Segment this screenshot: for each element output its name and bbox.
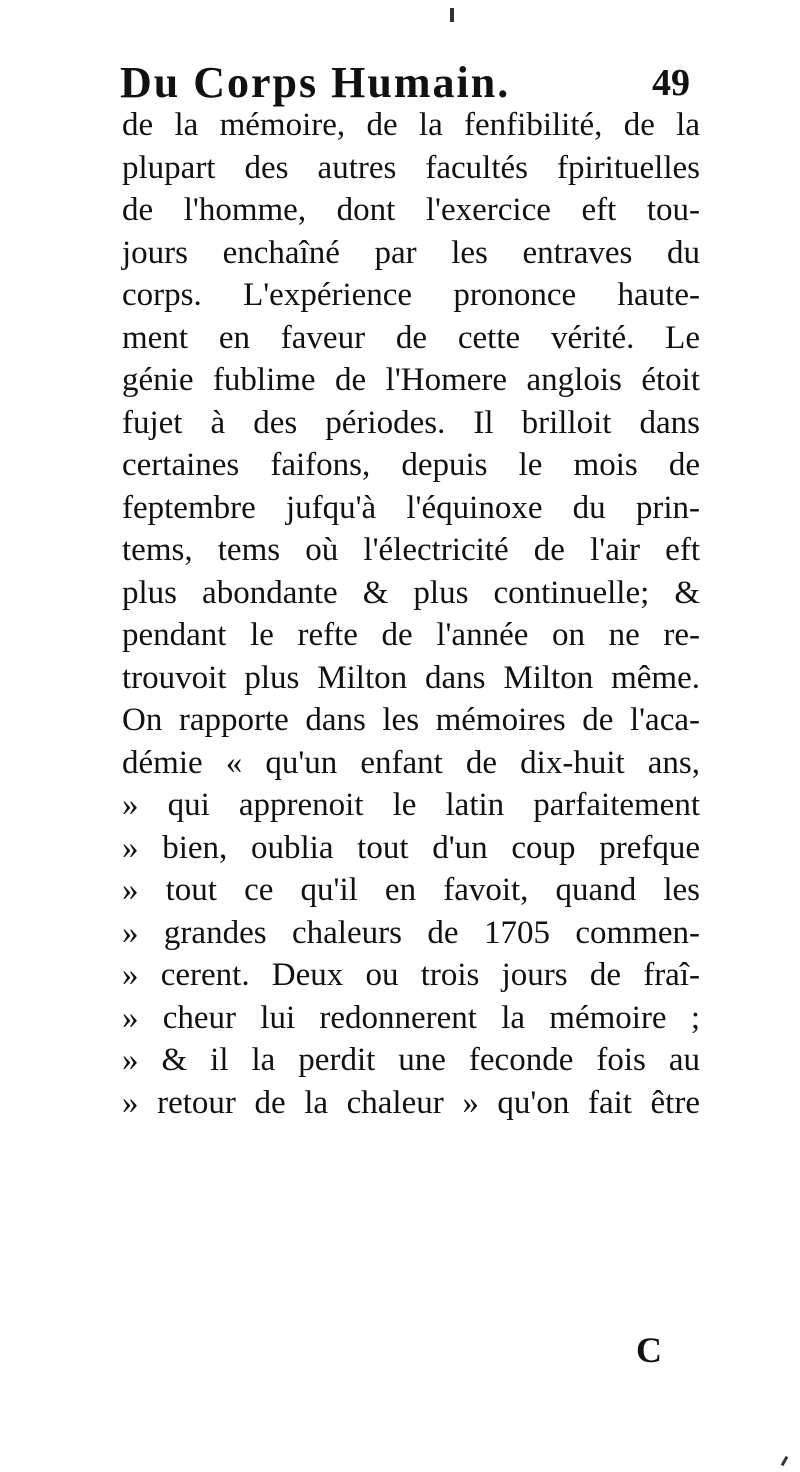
text-line: certaines faifons, depuis le mois de: [122, 447, 700, 483]
text-line: » cheur lui redonnerent la mémoire ;: [122, 999, 700, 1036]
text-line: tems, tems où l'électricité de l'air eft: [122, 532, 700, 568]
text-line: démie « qu'un enfant de dix-huit ans,: [122, 744, 700, 781]
text-line: jours enchaîné par les entraves du: [122, 234, 700, 271]
text-line: génie fublime de l'Homere anglois étoit: [122, 362, 700, 398]
running-title: Du Corps Humain.: [120, 58, 511, 107]
text-line: plus abondante & plus continuelle; &: [122, 574, 700, 611]
text-line: » bien, oublia tout d'un coup prefque: [122, 829, 700, 866]
page-number: 49: [652, 62, 690, 104]
text-line: fujet à des périodes. Il brilloit dans: [122, 404, 700, 441]
text-line: trouvoit plus Milton dans Milton même.: [122, 659, 700, 696]
text-line: plupart des autres facultés fpirituelles: [122, 149, 700, 186]
text-line: On rapporte dans les mémoires de l'aca-: [122, 702, 700, 738]
text-line: » retour de la chaleur » qu'on fait être: [122, 1084, 700, 1121]
text-line: » cerent. Deux ou trois jours de fraî-: [122, 957, 700, 993]
text-line: » grandes chaleurs de 1705 commen-: [122, 914, 700, 951]
text-line: ment en faveur de cette vérité. Le: [122, 319, 700, 356]
body-text: [122, 104, 700, 1124]
signature-mark: C: [636, 1330, 662, 1370]
text-line: de l'homme, dont l'exercice eft tou-: [122, 192, 700, 228]
print-speck: [450, 8, 454, 22]
text-line: pendant le refte de l'année on ne re-: [122, 617, 700, 653]
text-line: » tout ce qu'il en favoit, quand les: [122, 872, 700, 908]
text-line: corps. L'expérience prononce haute-: [122, 277, 700, 313]
text-line: de la mémoire, de la fenfibilité, de la: [122, 107, 700, 143]
text-line: » & il la perdit une feconde fois au: [122, 1042, 700, 1078]
print-speck: [781, 1456, 789, 1466]
page-header: [120, 58, 690, 108]
text-line: » qui apprenoit le latin parfaitement: [122, 787, 700, 823]
text-line: feptembre jufqu'à l'équinoxe du prin-: [122, 489, 700, 526]
